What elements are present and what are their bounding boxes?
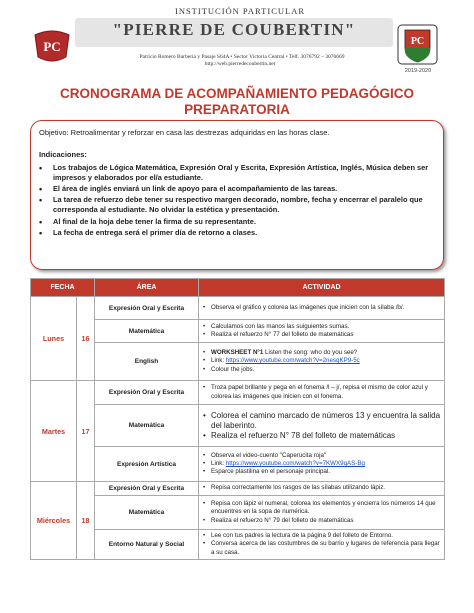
instructions-title: Indicaciones: bbox=[39, 150, 87, 159]
school-logo-left bbox=[33, 29, 71, 63]
activity-cell bbox=[199, 320, 445, 343]
area-cell: Expresión Oral y Escrita bbox=[95, 381, 199, 405]
area-cell: Matemática bbox=[95, 496, 199, 530]
worksheet-label: WORKSHEET N°1 bbox=[211, 349, 264, 357]
instruction-item: • Al final de la hoja debe tener la firma de su representante. bbox=[39, 217, 439, 227]
activity-item: • Esparce plastilina en el personaje principal. bbox=[202, 468, 441, 476]
objective-text: Objetivo: Retroalimentar y reforzar en casa las destrezas adquiridas en las horas clase. bbox=[39, 128, 330, 137]
schedule-table bbox=[30, 278, 445, 560]
activity-item: • Calculamos con las manos las suiguientes sumas. bbox=[202, 323, 441, 331]
instruction-item: • Los trabajos de Lógica Matemática, Expresión Oral y Escrita, Expresión Artística, Inglés, Música deben ser impresos y elaborados por el/a estudiante. bbox=[39, 163, 439, 183]
activity-cell bbox=[199, 343, 445, 381]
page-title bbox=[40, 86, 434, 118]
institution-address: Patricio Romero Barbería y Pasaje S64A • Sector Victoria Central • Telf. 3076792 – 3076669 bbox=[139, 54, 345, 60]
instruction-item: • El área de inglés enviará un link de apoyo para el acompañamiento de las tareas. bbox=[39, 184, 439, 194]
youtube-link[interactable]: https://www.youtube.com/watch?v=7KWX9qAS-Bg bbox=[225, 459, 365, 467]
table-row bbox=[31, 297, 445, 320]
activity-item bbox=[202, 460, 441, 468]
activity-item: • Colorea el camino marcado de números 13 y encuentra la salida del laberinto. bbox=[202, 411, 441, 431]
activity-item: • Repisa correctamente los rasgos de las sílabas utilizando lápiz. bbox=[202, 484, 441, 492]
day-name: Martes bbox=[31, 381, 77, 482]
table-row bbox=[31, 482, 445, 496]
table-row bbox=[31, 381, 445, 405]
header-area: ÁREA bbox=[95, 279, 199, 297]
activity-item: • Realiza el refuerzo N° 77 del folleto de matemáticas bbox=[202, 331, 441, 339]
activity-cell bbox=[199, 297, 445, 320]
area-cell: Matemática bbox=[95, 320, 199, 343]
instructions-list bbox=[39, 163, 439, 239]
activity-item: • Conversa acerca de las costumbres de su barrio y lugares de referencia para llegar a su casa. bbox=[202, 540, 441, 556]
activity-cell bbox=[199, 482, 445, 496]
activity-cell bbox=[199, 405, 445, 447]
area-cell: Expresión Artística bbox=[95, 447, 199, 482]
activity-item: • Repisa con lápiz el numeral, colorea los elementos y encierra los números 14 que encuentres en la sopa de numérica. bbox=[202, 500, 441, 516]
day-name: Lunes bbox=[31, 297, 77, 381]
activity-item: • Lee con tus padres la lectura de la página 9 del folleto de Entorno. bbox=[202, 532, 441, 540]
instruction-item: • La fecha de entrega será el primer día de retorno a clases. bbox=[39, 228, 439, 238]
day-name: Miércoles bbox=[31, 482, 77, 560]
activity-item: • Realiza el refuerzo N° 78 del folleto de matemáticas bbox=[202, 431, 441, 441]
area-cell: English bbox=[95, 343, 199, 381]
activity-item: • Observa el video-cuento "Caperucita roja" bbox=[202, 452, 441, 460]
instruction-item: • La tarea de refuerzo debe tener su respectivo margen decorado, nombre, fecha y encerrar el paralelo que corresponda al estudiante. No olvidar la estética y presentación. bbox=[39, 195, 439, 215]
title-line-2: PREPARATORIA bbox=[184, 102, 290, 117]
activity-cell bbox=[199, 381, 445, 405]
title-line-1: CRONOGRAMA DE ACOMPAÑAMIENTO PEDAGÓGICO bbox=[59, 86, 414, 101]
area-cell: Matemática bbox=[95, 405, 199, 447]
institution-name: "PIERRE DE COUBERTIN" bbox=[112, 20, 356, 39]
youtube-link[interactable]: https://www.youtube.com/watch?v=2nesqKP9-5c bbox=[225, 357, 360, 365]
header-activity: ACTIVIDAD bbox=[199, 279, 445, 297]
activity-item bbox=[202, 357, 441, 365]
activity-item: • Troza papel brillante y pega en el fonema /l – j/, repisa el mismo de color azul y colorea las imágenes que inicien con el fonema. bbox=[202, 384, 441, 400]
school-year: 2019-2020 bbox=[404, 68, 432, 74]
school-shield-logo-right bbox=[397, 24, 438, 65]
activity-item bbox=[202, 349, 441, 357]
area-cell: Expresión Oral y Escrita bbox=[95, 482, 199, 496]
link-label: Link: bbox=[211, 459, 226, 467]
logo-left-text: PC bbox=[43, 39, 61, 54]
worksheet-text: Listen the song: who do you see? bbox=[263, 349, 358, 357]
activity-item: • Colour the jobs. bbox=[202, 366, 441, 374]
area-cell: Expresión Oral y Escrita bbox=[95, 297, 199, 320]
header-date: FECHA bbox=[31, 279, 95, 297]
logo-right-text: PC bbox=[410, 36, 425, 47]
activity-cell bbox=[199, 447, 445, 482]
activity-item: • Observa el gráfico y colorea las imágenes que inicien con la sílaba /b/. bbox=[202, 304, 441, 312]
day-number: 17 bbox=[77, 381, 95, 482]
activity-cell bbox=[199, 496, 445, 530]
link-label: Link: bbox=[211, 357, 226, 365]
area-cell: Entorno Natural y Social bbox=[95, 530, 199, 560]
activity-item: • Realiza el refuerzo N° 79 del folleto de matemáticas bbox=[202, 517, 441, 525]
activity-cell bbox=[199, 530, 445, 560]
day-number: 18 bbox=[77, 482, 95, 560]
day-number: 16 bbox=[77, 297, 95, 381]
institution-label: INSTITUCIÓN PARTICULAR bbox=[174, 6, 306, 16]
table-header-row bbox=[31, 279, 445, 297]
institution-web: http://web.pierredecoubertin.net bbox=[204, 61, 276, 67]
